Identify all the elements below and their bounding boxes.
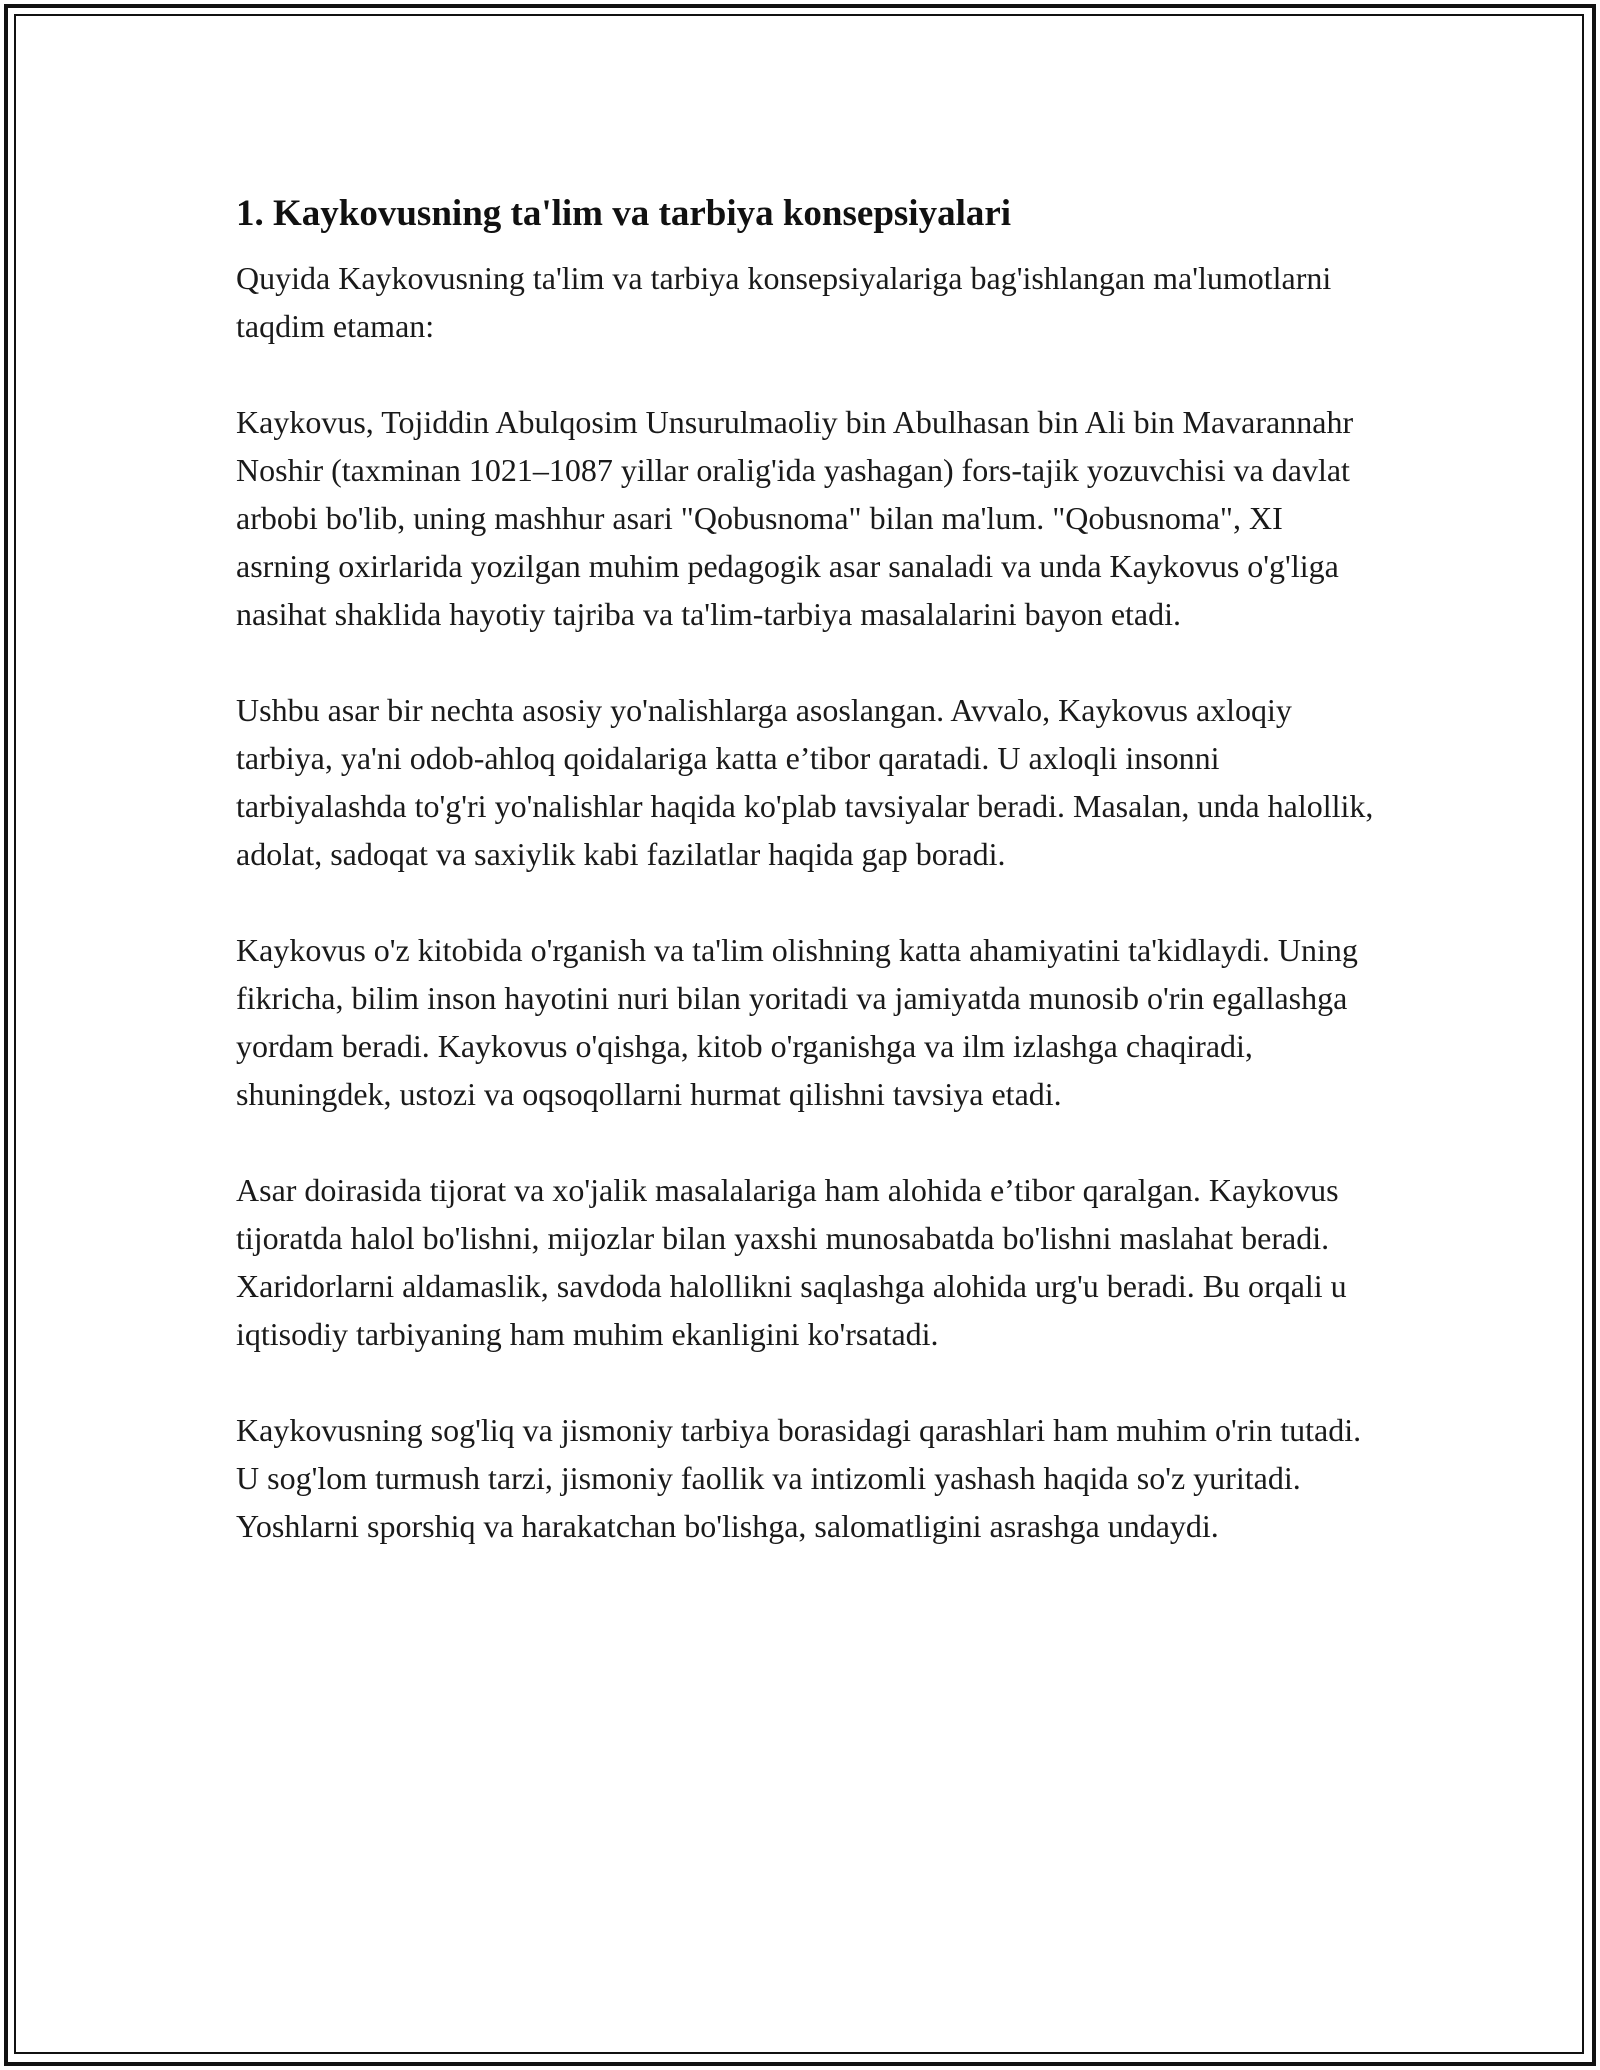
- moral-education-paragraph: Ushbu asar bir nechta asosiy yo'nalishlarga asoslangan. Avvalo, Kaykovus axloqiy tarbiya, ya'ni odob-ahloq qoidalariga katta e’tibor qaratadi. U axloqli insonni tarbiyalashda to'g'ri yo'nalishlar haqida ko'plab tavsiyalar beradi. Masalan, unda halollik, adolat, sadoqat va saxiylik kabi fazilatlar haqida gap boradi.: [236, 692, 1374, 872]
- document-body: [236, 186, 1376, 1550]
- page-title: 1. Kaykovusning ta'lim va tarbiya konsepsiyalari: [236, 193, 1012, 234]
- health-paragraph: Kaykovusning sog'liq va jismoniy tarbiya borasidagi qarashlari ham muhim o'rin tutadi. U sog'lom turmush tarzi, jismoniy faollik va intizomli yashash haqida so'z yuritadi. Yoshlarni sporshiq va harakatchan bo'lishga, salomatligini asrashga undaydi.: [236, 1412, 1362, 1544]
- biography-paragraph: Kaykovus, Tojiddin Abulqosim Unsurulmaoliy bin Abulhasan bin Ali bin Mavarannahr Noshir (taxminan 1021–1087 yillar oralig'ida yashagan) fors-tajik yozuvchisi va davlat arbobi bo'lib, uning mashhur asari "Qobusnoma" bilan ma'lum. "Qobusnoma", XI asrning oxirlarida yozilgan muhim pedagogik asar sanaladi va unda Kaykovus o'g'liga nasihat shaklida hayotiy tajriba va ta'lim-tarbiya masalalarini bayon etadi.: [236, 404, 1354, 632]
- learning-paragraph: Kaykovus o'z kitobida o'rganish va ta'lim olishning katta ahamiyatini ta'kidlaydi. Uning fikricha, bilim inson hayotini nuri bilan yoritadi va jamiyatda munosib o'rin egallashga yordam beradi. Kaykovus o'qishga, kitob o'rganishga va ilm izlashga chaqiradi, shuningdek, ustozi va oqsoqollarni hurmat qilishni tavsiya etadi.: [236, 932, 1358, 1112]
- trade-paragraph: Asar doirasida tijorat va xo'jalik masalalariga ham alohida e’tibor qaralgan. Kaykovus tijoratda halol bo'lishni, mijozlar bilan yaxshi munosabatda bo'lishni maslahat beradi. Xaridorlarni aldamaslik, savdoda halollikni saqlashga alohida urg'u beradi. Bu orqali u iqtisodiy tarbiyaning ham muhim ekanligini ko'rsatadi.: [236, 1172, 1347, 1352]
- intro-paragraph: Quyida Kaykovusning ta'lim va tarbiya konsepsiyalariga bag'ishlangan ma'lumotlarni taqdim etaman:: [236, 260, 1332, 344]
